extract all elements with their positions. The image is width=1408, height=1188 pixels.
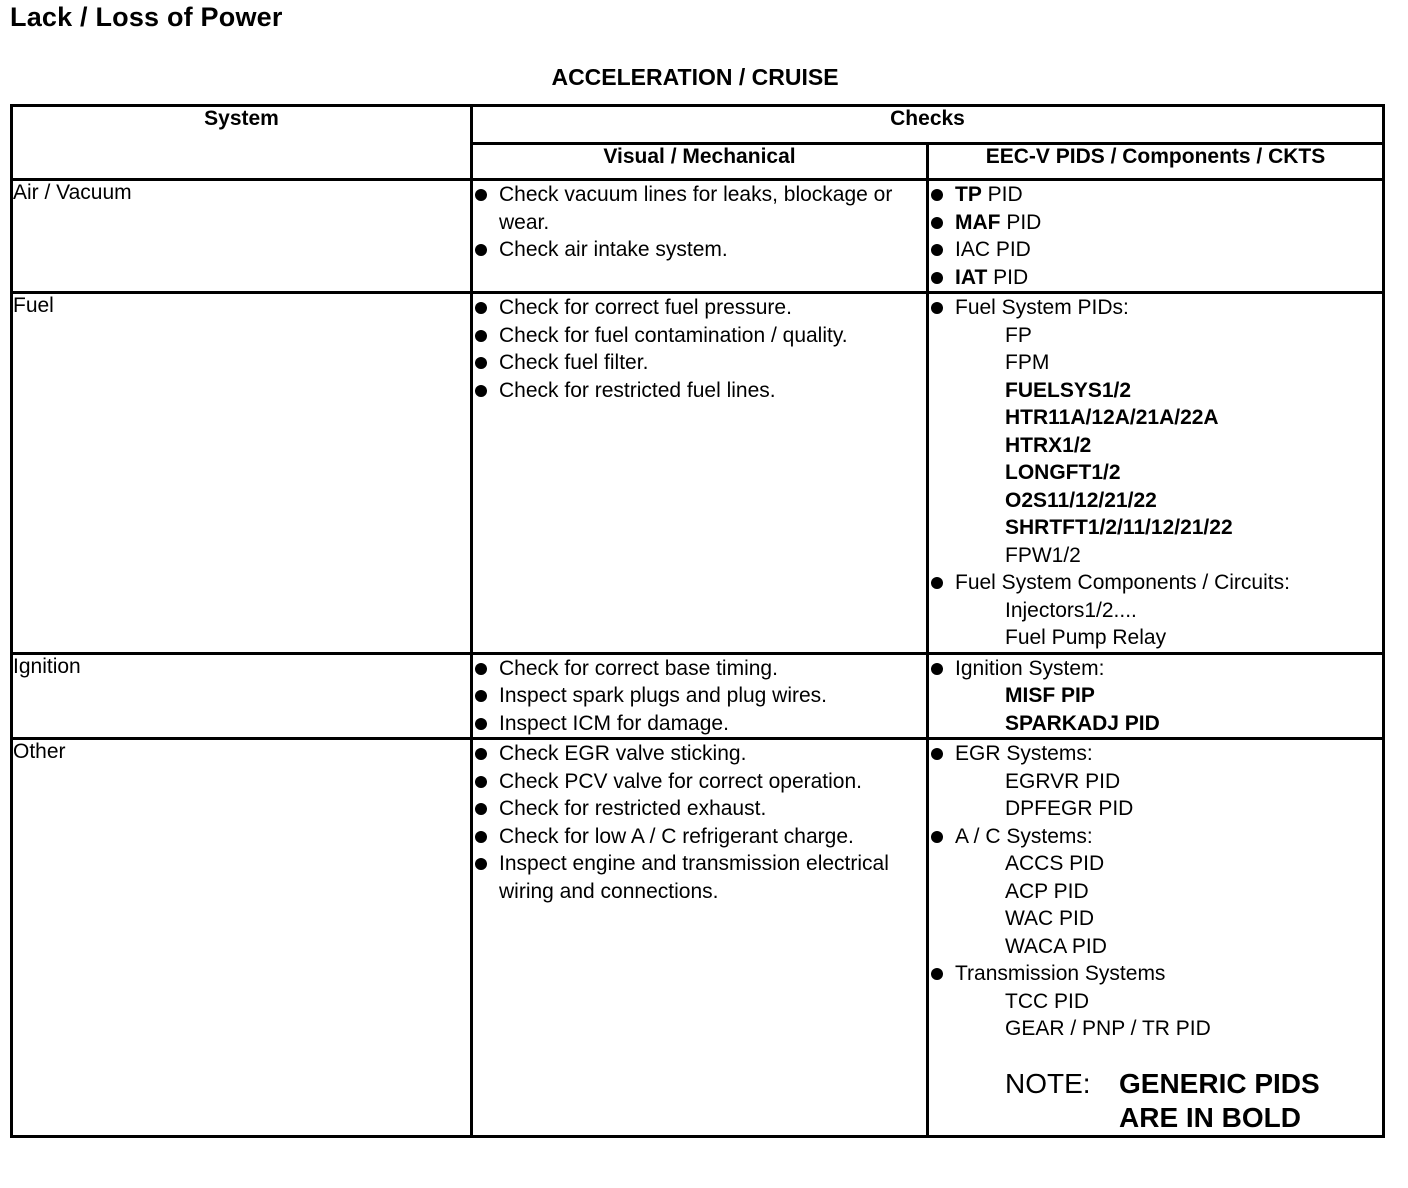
pid-item: SPARKADJ PID: [1005, 711, 1160, 735]
list-item: Check air intake system.: [473, 236, 926, 264]
bullet-icon: [931, 577, 943, 589]
list-item: MAF PID: [929, 209, 1382, 237]
pid-item: MISF PIP: [1005, 684, 1095, 707]
pid-item: FP: [1005, 323, 1032, 347]
bullet-icon: [475, 803, 487, 815]
pid-item: EGRVR PID: [1005, 769, 1121, 793]
system-cell: Fuel: [12, 293, 472, 654]
pid-item: FPW1/2: [1005, 543, 1081, 567]
list-item: Transmission Systems: [929, 960, 1382, 988]
eec-cell: [928, 739, 1384, 1137]
list-item: Check for low A / C refrigerant charge.: [473, 823, 926, 851]
bullet-icon: [475, 244, 487, 256]
pid-item: ACCS PID: [1005, 852, 1105, 875]
list-item: Check for restricted fuel lines.: [473, 377, 926, 405]
pid-item: Fuel Pump Relay: [1005, 626, 1167, 649]
bullet-icon: [475, 385, 487, 397]
bullet-icon: [931, 748, 943, 760]
pid-item: O2S11/12/21/22: [1005, 488, 1157, 512]
pid-item: ACP PID: [1005, 879, 1089, 903]
bullet-icon: [475, 663, 487, 675]
pid-item: HTR11A/12A/21A/22A: [1005, 406, 1219, 429]
section-title: ACCELERATION / CRUISE: [551, 64, 839, 90]
bullet-icon: [475, 357, 487, 369]
visual-cell: [472, 293, 928, 654]
pid-item: SHRTFT1/2/11/12/21/22: [1005, 516, 1233, 539]
bullet-icon: [475, 690, 487, 702]
system-header: System: [12, 106, 472, 180]
list-item: IAT PID: [929, 264, 1382, 292]
list-item: Check for fuel contamination / quality.: [473, 322, 926, 350]
list-item: Inspect ICM for damage.: [473, 710, 926, 738]
system-cell: Ignition: [12, 653, 472, 739]
list-item: Check for restricted exhaust.: [473, 795, 926, 823]
list-item: Fuel System PIDs:: [929, 294, 1382, 322]
visual-mechanical-header: Visual / Mechanical: [472, 144, 928, 180]
list-item: A / C Systems:: [929, 823, 1382, 851]
bullet-icon: [475, 189, 487, 201]
list-item: Check vacuum lines for leaks, blockage or wear.: [473, 181, 926, 236]
list-item: IAC PID: [929, 236, 1382, 264]
list-item: TP PID: [929, 181, 1382, 209]
list-item: Check PCV valve for correct operation.: [473, 768, 926, 796]
bullet-icon: [931, 302, 943, 314]
note-label: NOTE:: [1005, 1067, 1091, 1099]
list-item: Fuel System Components / Circuits:: [929, 569, 1382, 597]
bullet-icon: [931, 663, 943, 675]
visual-cell: [472, 739, 928, 1137]
system-cell: Other: [12, 739, 472, 1137]
bullet-icon: [475, 718, 487, 730]
note: [1005, 1067, 1382, 1135]
bullet-icon: [475, 831, 487, 843]
page-title: Lack / Loss of Power: [10, 2, 283, 32]
list-item: EGR Systems:: [929, 740, 1382, 768]
eec-cell: [928, 653, 1384, 739]
eec-cell: [928, 293, 1384, 654]
visual-cell: [472, 180, 928, 293]
bullet-icon: [931, 244, 943, 256]
list-item: Inspect spark plugs and plug wires.: [473, 682, 926, 710]
table-row: [12, 739, 1384, 1137]
bullet-icon: [475, 776, 487, 788]
checks-header: Checks: [472, 106, 1384, 144]
bullet-icon: [931, 189, 943, 201]
bullet-icon: [931, 968, 943, 980]
pid-item: WACA PID: [1005, 934, 1107, 958]
note-text: GENERIC PIDS ARE IN BOLD: [1119, 1067, 1320, 1133]
list-item: Check for correct fuel pressure.: [473, 294, 926, 322]
bullet-icon: [931, 272, 943, 284]
pid-item: GEAR / PNP / TR PID: [1005, 1017, 1211, 1040]
pid-item: DPFEGR PID: [1005, 797, 1134, 820]
pid-item: WAC PID: [1005, 907, 1095, 930]
table-row: [12, 293, 1384, 654]
bullet-icon: [931, 831, 943, 843]
system-cell: Air / Vacuum: [12, 180, 472, 293]
bullet-icon: [475, 302, 487, 314]
eec-header: EEC-V PIDS / Components / CKTS: [928, 144, 1384, 180]
list-item: Check for correct base timing.: [473, 655, 926, 683]
pid-item: Injectors1/2....: [1005, 598, 1137, 622]
bullet-icon: [475, 858, 487, 870]
pid-item: TCC PID: [1005, 989, 1089, 1013]
pid-item: FPM: [1005, 351, 1050, 374]
pid-item: LONGFT1/2: [1005, 461, 1121, 484]
eec-cell: [928, 180, 1384, 293]
table-row: [12, 180, 1384, 293]
bullet-icon: [475, 330, 487, 342]
diagnostic-table: [10, 104, 1385, 1138]
bullet-icon: [475, 748, 487, 760]
pid-item: HTRX1/2: [1005, 433, 1092, 457]
table-row: [12, 653, 1384, 739]
list-item: Inspect engine and transmission electrical wiring and connections.: [473, 850, 926, 905]
list-item: Ignition System:: [929, 655, 1382, 683]
visual-cell: [472, 653, 928, 739]
list-item: Check EGR valve sticking.: [473, 740, 926, 768]
bullet-icon: [931, 217, 943, 229]
list-item: Check fuel filter.: [473, 349, 926, 377]
pid-item: FUELSYS1/2: [1005, 378, 1132, 402]
